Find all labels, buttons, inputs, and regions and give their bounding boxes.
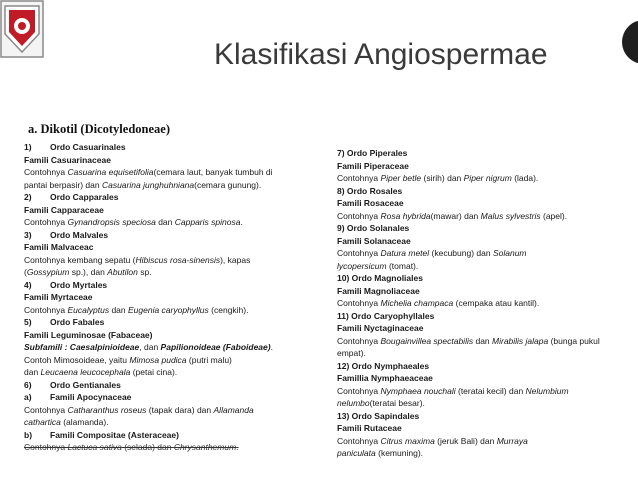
example-text: (Gossypium sp.), dan Abutilon sp.	[24, 267, 152, 277]
famili-item: Famili Capparaceae	[24, 204, 104, 215]
university-logo	[0, 0, 44, 58]
ordo-item: 5) Ordo Fabales	[24, 317, 105, 327]
section-heading: a. Dikotil (Dicotyledoneae)	[28, 122, 170, 136]
famili-item: Famili Casuarinaceae	[24, 154, 111, 165]
ordo-item: 4) Ordo Myrtales	[24, 279, 108, 290]
example-text: Contohnya Catharanthus roseus (tapak dara) dan Allamanda	[24, 404, 254, 415]
left-column	[24, 141, 324, 454]
example-text: paniculata (kemuning).	[337, 448, 424, 458]
famili-item: Famili Solanaceae	[337, 235, 411, 246]
ordo-item: 8) Ordo Rosales	[337, 185, 403, 196]
example-text: Contohnya Bougainvillea spectabilis dan Mirabilis jalapa (bunga pukul	[337, 335, 600, 346]
ordo-item: 10) Ordo Magnoliales	[337, 273, 423, 283]
famili-item: Famili Piperaceae	[337, 160, 409, 171]
famili-item: Famili Rosaceae	[337, 198, 404, 208]
example-text: Contohnya kembang sepatu (Hibiscus rosa-sinensis), kapas	[24, 254, 251, 265]
famili-item: Famili Leguminosae (Fabaceae)	[24, 329, 153, 340]
example-text: Contohnya Casuarina equisetifolia(cemara laut, banyak tumbuh di	[24, 167, 273, 177]
example-text: Contohnya Eucalyptus dan Eugenia caryophyllus (cengkih).	[24, 304, 249, 315]
example-text: lycopersicum (tomat).	[337, 260, 419, 271]
example-text: pantai berpasir) dan Casuarina junghuhniana(cemara gunung).	[24, 179, 262, 190]
famili-item: a) Famili Apocynaceae	[24, 392, 132, 402]
example-text: empat).	[337, 348, 366, 358]
example-text: Contohnya Citrus maxima (jeruk Bali) dan Murraya	[337, 435, 528, 446]
example-text: dan Leucaena leucocephala (petai cina).	[24, 367, 178, 377]
famili-item: Famili Rutaceae	[337, 423, 402, 433]
example-text: Contohnya Gynandropsis speciosa dan Capparis spinosa.	[24, 217, 243, 227]
decorative-circle	[622, 20, 638, 64]
example-text: Contohnya Michelia champaca (cempaka atau kantil).	[337, 298, 540, 308]
ordo-item: 3) Ordo Malvales	[24, 229, 109, 240]
example-text: cathartica (alamanda).	[24, 417, 109, 427]
famili-item: Famili Nyctaginaceae	[337, 323, 424, 333]
example-text: Contoh Mimosoideae, yaitu Mimosa pudica (putri malu)	[24, 354, 232, 365]
subfamili-text: Subfamili : Caesalpinioideae, dan Papilionoideae (Faboideae).	[24, 342, 273, 352]
ordo-item: 13) Ordo Sapindales	[337, 410, 420, 421]
ordo-item: 2) Ordo Capparales	[24, 192, 119, 202]
ordo-item: 6) Ordo Gentianales	[24, 379, 121, 390]
example-text: Contohnya Piper betle (sirih) dan Piper nigrum (lada).	[337, 173, 539, 183]
slide-title: Klasifikasi Angiospermae	[214, 38, 548, 71]
famili-item: b) Famili Compositae (Asteraceae)	[24, 429, 179, 440]
example-text: Contohnya Datura metel (kecubung) dan Solanum	[337, 248, 527, 258]
famili-item: Famili Malvaceac	[24, 242, 94, 252]
famili-item: Famili Magnoliaceae	[337, 285, 420, 296]
example-text: nelumbo(teratai besar).	[337, 398, 425, 408]
ordo-item: 1) Ordo Casuarinales	[24, 142, 126, 152]
famili-item: Famili Myrtaceae	[24, 292, 93, 302]
ordo-item: 12) Ordo Nymphaeales	[337, 360, 430, 371]
example-text: Contohnya Rosa hybrida(mawar) dan Malus sylvestris (apel).	[337, 210, 568, 221]
right-column	[337, 147, 627, 460]
ordo-item: 11) Ordo Caryophyllales	[337, 310, 435, 321]
example-text: Contohnya Nymphaea nouchali (teratai kecil) dan Nelumbium	[337, 385, 569, 396]
ordo-item: 9) Ordo Solanales	[337, 223, 410, 233]
famili-item: Famillia Nymphaeaceae	[337, 373, 433, 383]
ordo-item: 7) Ordo Piperales	[337, 148, 408, 158]
example-text: Contohnya Lactuca sativa (selada) dan Chrysanthemum.	[24, 442, 239, 452]
